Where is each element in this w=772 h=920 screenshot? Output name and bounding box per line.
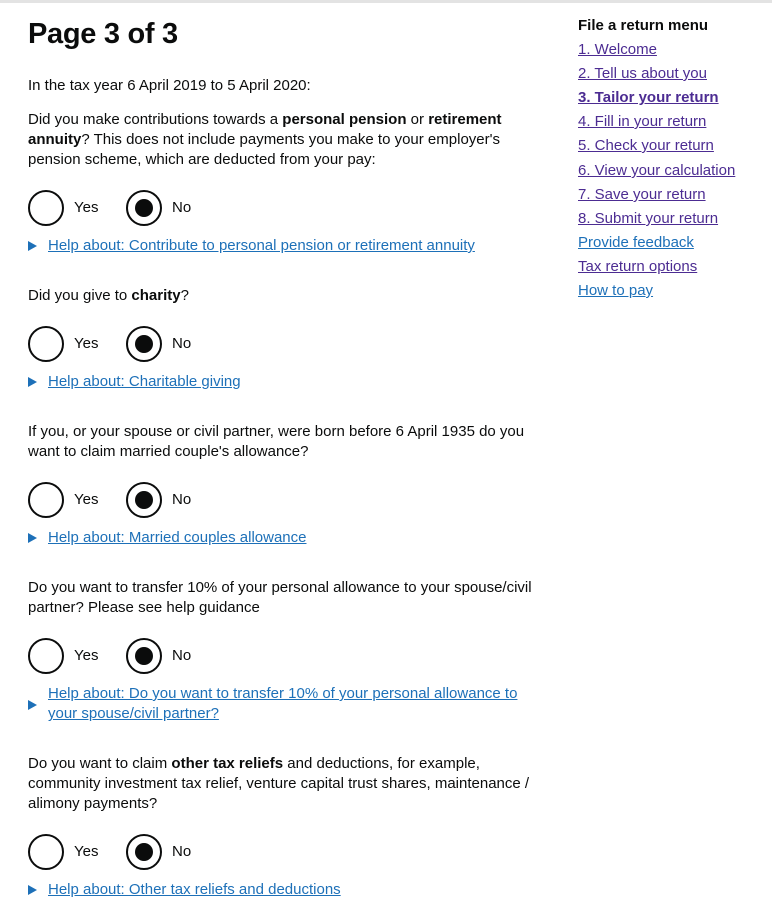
question-charity xyxy=(28,286,553,306)
radio-circle[interactable] xyxy=(28,326,64,362)
menu-link-provide-feedback[interactable]: Provide feedback xyxy=(578,234,694,251)
radio-label: Yes xyxy=(74,199,99,216)
menu-item-welcome xyxy=(578,40,657,60)
radio-dot xyxy=(135,647,153,665)
menu-link-tailor-your-return[interactable]: 3. Tailor your return xyxy=(578,89,719,106)
menu-link-welcome[interactable]: 1. Welcome xyxy=(578,41,657,58)
help-disclosure-transfer-allowance[interactable] xyxy=(28,684,553,728)
help-link[interactable]: Help about: Charitable giving xyxy=(48,373,241,390)
menu-link-check-your-return[interactable]: 5. Check your return xyxy=(578,137,714,154)
question-personal-pension xyxy=(28,110,553,170)
radio-group-transfer-allowance xyxy=(28,638,553,674)
question-text xyxy=(28,286,553,306)
menu-item-view-your-calculation xyxy=(578,161,735,181)
radio-label: No xyxy=(172,335,192,352)
radio-dot xyxy=(135,491,153,509)
radio-no[interactable] xyxy=(126,638,206,674)
question-text-part: ? This does not include payments you make to your employer's pension scheme, which are deducted from your pay: xyxy=(28,131,500,168)
radio-dot xyxy=(135,843,153,861)
help-disclosure-personal-pension[interactable] xyxy=(28,236,553,258)
question-text: If you, or your spouse or civil partner, were born before 6 April 1935 do you want to claim married couple's allowance? xyxy=(28,423,525,460)
radio-group-married-couples-allowance xyxy=(28,482,553,518)
help-disclosure-other-tax-reliefs[interactable] xyxy=(28,880,553,902)
menu-heading: File a return menu xyxy=(578,17,709,34)
radio-no[interactable] xyxy=(126,326,206,362)
radio-yes[interactable] xyxy=(28,834,108,870)
disclosure-triangle-icon[interactable] xyxy=(28,700,37,710)
question-text-part: and deductions, for example, community investment tax relief, venture capital trust shares, maintenance / alimony payments? xyxy=(28,755,530,812)
menu-item-fill-in-your-return xyxy=(578,112,706,132)
tax-year-intro: In the tax year 6 April 2019 to 5 April 2020: xyxy=(28,77,311,94)
radio-no[interactable] xyxy=(126,834,206,870)
help-link[interactable]: Help about: Married couples allowance xyxy=(48,529,307,546)
radio-yes[interactable] xyxy=(28,326,108,362)
radio-label: No xyxy=(172,647,192,664)
radio-circle[interactable] xyxy=(126,638,162,674)
radio-circle[interactable] xyxy=(126,326,162,362)
radio-label: No xyxy=(172,843,192,860)
question-text xyxy=(28,110,553,170)
radio-yes[interactable] xyxy=(28,190,108,226)
menu-link-tax-return-options[interactable]: Tax return options xyxy=(578,258,698,275)
menu-item-submit-your-return xyxy=(578,209,718,229)
radio-label: Yes xyxy=(74,335,99,352)
radio-label: No xyxy=(172,491,192,508)
disclosure-triangle-icon[interactable] xyxy=(28,241,37,251)
question-other-tax-reliefs xyxy=(28,754,553,814)
menu-link-submit-your-return[interactable]: 8. Submit your return xyxy=(578,210,719,227)
disclosure-triangle-icon[interactable] xyxy=(28,533,37,543)
menu-item-tailor-your-return xyxy=(578,88,719,108)
radio-label: Yes xyxy=(74,491,99,508)
disclosure-triangle-icon[interactable] xyxy=(28,377,37,387)
menu-link-view-your-calculation[interactable]: 6. View your calculation xyxy=(578,162,736,179)
menu-item-save-your-return xyxy=(578,185,706,205)
question-keyword: personal pension xyxy=(282,111,407,128)
radio-circle[interactable] xyxy=(28,638,64,674)
file-a-return-menu xyxy=(578,16,768,299)
page-title: Page 3 of 3 xyxy=(28,18,178,50)
top-divider xyxy=(0,0,772,3)
radio-circle[interactable] xyxy=(28,190,64,226)
radio-circle[interactable] xyxy=(126,834,162,870)
radio-circle[interactable] xyxy=(126,190,162,226)
radio-yes[interactable] xyxy=(28,482,108,518)
radio-no[interactable] xyxy=(126,482,206,518)
radio-label: Yes xyxy=(74,647,99,664)
radio-circle[interactable] xyxy=(126,482,162,518)
question-keyword: other tax reliefs xyxy=(171,755,284,772)
radio-yes[interactable] xyxy=(28,638,108,674)
menu-link-fill-in-your-return[interactable]: 4. Fill in your return xyxy=(578,113,707,130)
menu-link-how-to-pay[interactable]: How to pay xyxy=(578,282,654,299)
radio-no[interactable] xyxy=(126,190,206,226)
radio-group-personal-pension xyxy=(28,190,553,226)
question-married-couples-allowance xyxy=(28,422,553,462)
question-text-part: ? xyxy=(180,287,189,304)
menu-item-tax-return-options xyxy=(578,257,697,277)
radio-dot xyxy=(135,199,153,217)
radio-label: Yes xyxy=(74,843,99,860)
help-link[interactable]: Help about: Contribute to personal pension or retirement annuity xyxy=(48,237,475,254)
help-disclosure-married-couples-allowance[interactable] xyxy=(28,528,553,550)
help-disclosure-charity[interactable] xyxy=(28,372,553,394)
help-link[interactable]: Help about: Other tax reliefs and deductions xyxy=(48,881,341,898)
menu-item-check-your-return xyxy=(578,136,714,156)
question-keyword: charity xyxy=(131,287,181,304)
menu-link-save-your-return[interactable]: 7. Save your return xyxy=(578,186,706,203)
question-text-part: Did you make contributions towards a xyxy=(28,111,283,128)
radio-circle[interactable] xyxy=(28,482,64,518)
question-transfer-allowance xyxy=(28,578,553,618)
radio-dot xyxy=(135,335,153,353)
question-text xyxy=(28,754,553,814)
question-text-part: Did you give to xyxy=(28,287,132,304)
question-text: Do you want to transfer 10% of your personal allowance to your spouse/civil partner? Please see help guidance xyxy=(28,579,532,616)
help-link[interactable]: Help about: Do you want to transfer 10% of your personal allowance to your spouse/civil partner? xyxy=(48,685,518,722)
question-keyword: retirement annuity xyxy=(28,111,502,148)
question-text-part: or xyxy=(406,111,429,128)
menu-item-how-to-pay xyxy=(578,281,653,301)
radio-circle[interactable] xyxy=(28,834,64,870)
question-text-part: Do you want to claim xyxy=(28,755,172,772)
menu-link-tell-us-about-you[interactable]: 2. Tell us about you xyxy=(578,65,707,82)
radio-group-charity xyxy=(28,326,553,362)
menu-item-provide-feedback xyxy=(578,233,694,253)
radio-group-other-tax-reliefs xyxy=(28,834,553,870)
menu-item-tell-us-about-you xyxy=(578,64,707,84)
disclosure-triangle-icon[interactable] xyxy=(28,885,37,895)
radio-label: No xyxy=(172,199,192,216)
